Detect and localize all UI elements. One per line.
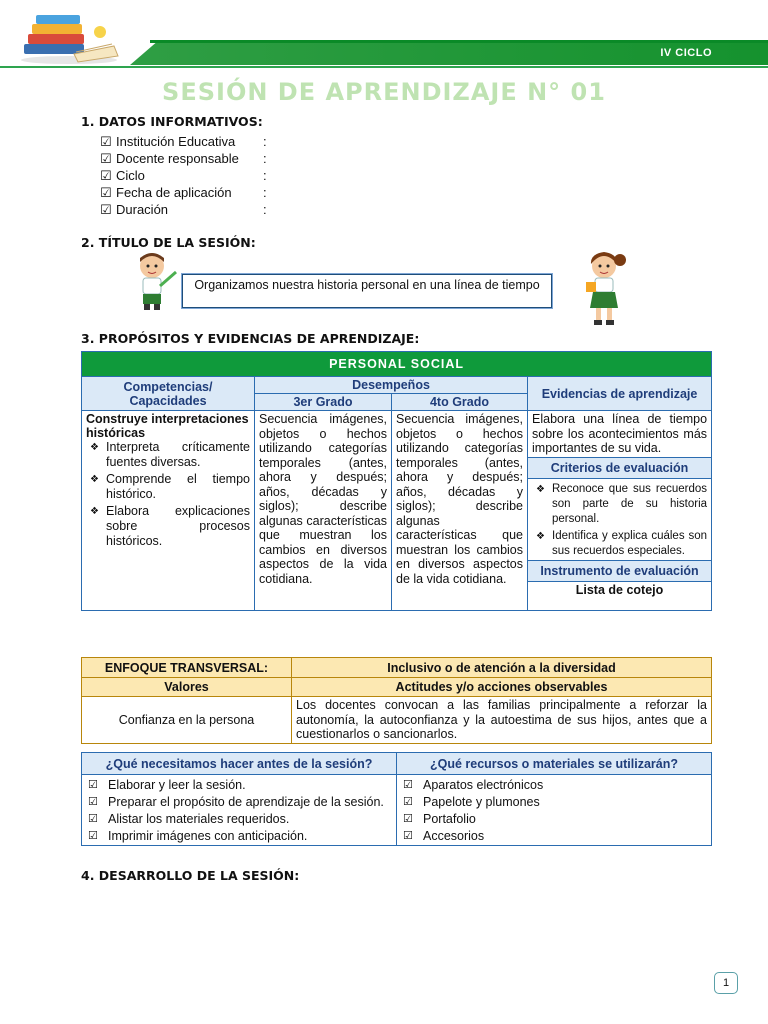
capacidad-item: ❖ Interpreta críticamente fuentes diversas. — [106, 440, 250, 470]
evidencia-cell: Elabora una línea de tiempo sobre los acontecimientos más importantes de su vida. — [528, 411, 712, 458]
session-title-box: Organizamos nuestra historia personal en una línea de tiempo — [182, 274, 552, 308]
ciclo-label: IV CICLO — [660, 47, 712, 59]
criterios-header: Criterios de evaluación — [528, 457, 712, 478]
col-antes: ¿Qué necesitamos hacer antes de la sesión? — [82, 753, 397, 775]
capacidad-item: ❖ Elabora explicaciones sobre procesos históricos. — [106, 504, 250, 549]
competencia-cell — [82, 411, 255, 611]
antes-cell — [82, 775, 397, 846]
col-evidencias: Evidencias de aprendizaje — [528, 377, 712, 411]
antes-item: ☑ Preparar el propósito de aprendizaje de la sesión. — [86, 795, 392, 810]
criterios-cell — [528, 478, 712, 560]
area-header: PERSONAL SOCIAL — [82, 352, 712, 377]
enfoque-value: Inclusivo o de atención a la diversidad — [292, 658, 712, 678]
recursos-cell — [397, 775, 712, 846]
girl-illustration — [580, 248, 630, 328]
enfoque-table — [81, 657, 712, 744]
info-row-duracion: ☑ Duración : — [100, 202, 267, 217]
recurso-item: ☑ Portafolio — [401, 812, 707, 827]
page-title: SESIÓN DE APRENDIZAJE N° 01 — [162, 78, 606, 106]
col-actitudes: Actitudes y/o acciones observables — [292, 678, 712, 697]
info-row-institucion: ☑ Institución Educativa : — [100, 134, 267, 149]
criterio-item: ❖ Reconoce que sus recuerdos son parte de su historia personal. — [552, 482, 707, 527]
criterios-list — [532, 482, 707, 559]
propositos-table — [81, 351, 712, 611]
recurso-item: ☑ Accesorios — [401, 829, 707, 844]
section-3-heading: 3. PROPÓSITOS Y EVIDENCIAS DE APRENDIZAJE: — [81, 331, 420, 346]
desempeno-3-cell: Secuencia imágenes, objetos o hechos utilizando categorías temporales (antes, ahora y después; años, décadas y siglos); describe algunas características que muestran los cambios en diversos aspectos de la vida cotidiana. — [255, 411, 392, 611]
actitud-cell: Los docentes convocan a las familias principalmente a reforzar la autonomía, la autoconfianza y la autoestima de sus hijos, antes que a cuestionarlos o sancionarlos. — [292, 697, 712, 744]
criterio-item: ❖ Identifica y explica cuáles son sus recuerdos especiales. — [552, 529, 707, 559]
instrumento-cell: Lista de cotejo — [528, 581, 712, 610]
checkbox-icon: ☑ — [100, 151, 112, 166]
col-valores: Valores — [82, 678, 292, 697]
books-logo — [14, 10, 124, 65]
section-1-heading: 1. DATOS INFORMATIVOS: — [81, 114, 263, 129]
col-grado-4: 4to Grado — [392, 394, 528, 411]
valor-cell: Confianza en la persona — [82, 697, 292, 744]
col-grado-3: 3er Grado — [255, 394, 392, 411]
antes-item: ☑ Alistar los materiales requeridos. — [86, 812, 392, 827]
capacidades-list — [86, 440, 250, 549]
desempeno-4-cell: Secuencia imágenes, objetos o hechos utilizando categorías temporales (antes, ahora y después; años, décadas y siglos); describe algunas características que muestran los cambios en diversos aspectos de la vida cotidiana. — [392, 411, 528, 611]
info-row-fecha: ☑ Fecha de aplicación : — [100, 185, 267, 200]
page-number: 1 — [714, 972, 738, 994]
recursos-list — [401, 778, 707, 844]
competencia-name: Construye interpretaciones históricas — [86, 412, 249, 440]
col-recursos: ¿Qué recursos o materiales se utilizarán? — [397, 753, 712, 775]
capacidad-item: ❖ Comprende el tiempo histórico. — [106, 472, 250, 502]
checkbox-icon: ☑ — [100, 202, 112, 217]
preparacion-table — [81, 752, 712, 846]
recurso-item: ☑ Papelote y plumones — [401, 795, 707, 810]
checkbox-icon: ☑ — [100, 168, 112, 183]
checkbox-icon: ☑ — [100, 134, 112, 149]
enfoque-label: ENFOQUE TRANSVERSAL: — [82, 658, 292, 678]
instrumento-header: Instrumento de evaluación — [528, 560, 712, 581]
boy-illustration — [130, 250, 180, 312]
info-row-docente: ☑ Docente responsable : — [100, 151, 267, 166]
antes-list — [86, 778, 392, 844]
info-row-ciclo: ☑ Ciclo : — [100, 168, 267, 183]
section-2-heading: 2. TÍTULO DE LA SESIÓN: — [81, 235, 256, 250]
antes-item: ☑ Imprimir imágenes con anticipación. — [86, 829, 392, 844]
checkbox-icon: ☑ — [100, 185, 112, 200]
header-bar-accent — [150, 40, 768, 43]
header-line — [0, 66, 768, 68]
col-competencias: Competencias/ Capacidades — [82, 377, 255, 411]
col-desempenos: Desempeños — [255, 377, 528, 394]
antes-item: ☑ Elaborar y leer la sesión. — [86, 778, 392, 793]
recurso-item: ☑ Aparatos electrónicos — [401, 778, 707, 793]
section-4-heading: 4. DESARROLLO DE LA SESIÓN: — [81, 868, 300, 883]
